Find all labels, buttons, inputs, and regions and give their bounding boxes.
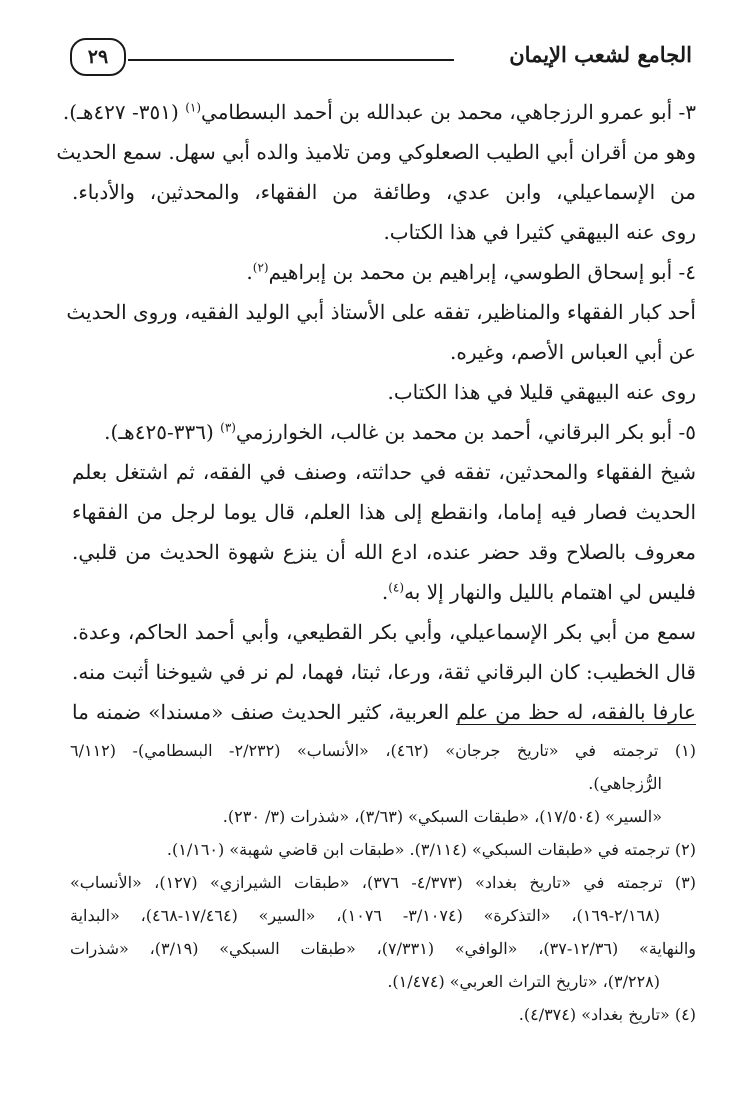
text-line: وهو من أقران أبي الطيب الصعلوكي ومن تلاميذ والده أبي سهل. سمع الحديث (56, 140, 696, 164)
footnote-ref: (٣) (220, 420, 236, 435)
footnote-line: «السير» (١٧/٥٠٤)، «طبقات السبكي» (٣/٦٣)، «شذرات (٣/ ٢٣٠). (222, 807, 662, 826)
footnote-ref: (٢) (252, 260, 269, 275)
text-line: الحديث فصار فيه إماما، وانقطع إلى هذا العلم، قال يوما لرجل من الفقهاء (72, 500, 696, 524)
text-line: قال الخطيب: كان البرقاني ثقة، ورعا، ثبتا، فهما، لم نر في شيوخنا أثبت منه. (72, 660, 696, 684)
text-line: روى عنه البيهقي قليلا في هذا الكتاب. (387, 380, 696, 404)
header-rule (128, 59, 454, 61)
main-text (56, 92, 696, 732)
footnote-line: (٤) «تاريخ بغداد» (٤/٣٧٤). (518, 1005, 696, 1024)
text-line: شيخ الفقهاء والمحدثين، تفقه في حداثته، وصنف في الفقه، ثم اشتغل بعلم (72, 460, 696, 484)
page-header (70, 38, 692, 78)
entry-3-dates: (٣٥١- ٤٢٧هـ). (62, 100, 179, 124)
text-line: أحد كبار الفقهاء والمناظير، تفقه على الأستاذ أبي الوليد الفقيه، وروى الحديث (66, 300, 696, 324)
footnote-line: (١) ترجمته في «تاريخ جرجان» (٤٦٢)، «الأنساب» (٢/٢٣٢- البسطامي)- (٦/١١٢ (70, 741, 697, 760)
footnote-line: (٢) ترجمته في «طبقات السبكي» (٣/١١٤). «طبقات ابن قاضي شهبة» (١/١٦٠). (166, 840, 696, 859)
book-title: الجامع لشعب الإيمان (509, 42, 692, 67)
footnote-line: (٣) ترجمته في «تاريخ بغداد» (٤/٣٧٣- ٣٧٦)، «طبقات الشيرازي» (١٢٧)، «الأنساب» (70, 873, 696, 892)
text-line (72, 252, 696, 292)
text-line: عارفا بالفقه، له حظ من علم العربية، كثير الحديث صنف «مسندا» ضمنه ما (72, 700, 696, 724)
footnote-line: (٣/٢٢٨)، «تاريخ التراث العربي» (١/٤٧٤). (387, 972, 660, 991)
footnote-ref: (٤) (388, 580, 405, 595)
text-line (62, 92, 696, 132)
entry-3-heading: ٣- أبو عمرو الرزجاهي، محمد بن عبدالله بن أحمد البسطامي (201, 100, 696, 124)
footnote-separator (456, 724, 696, 725)
footnote-ref: (١) (185, 100, 202, 115)
footnote-line: الرُّزجاهي). (588, 774, 662, 793)
footnote-line: والنهاية» (١٢/٣٦-٣٧)، «الوافي» (٧/٣٣١)، «طبقات السبكي» (٣/١٩)، «شذرات (70, 939, 697, 958)
period: . (246, 260, 253, 284)
entry-4-heading: ٤- أبو إسحاق الطوسي، إبراهيم بن محمد بن إبراهيم (268, 260, 696, 284)
text-line: معروف بالصلاح وقد حضر عنده، ادع الله أن ينزع شهوة الحديث من قلبي. (72, 540, 696, 564)
footnotes (70, 734, 696, 1031)
page-number: ٢٩ (70, 38, 126, 76)
text-line (72, 412, 696, 452)
quote-end: فليس لي اهتمام بالليل والنهار إلا به (404, 580, 696, 604)
footnote-line: (٢/١٦٨-١٦٩)، «التذكرة» (٣/١٠٧٤- ١٠٧٦)، «السير» (١٧/٤٦٤-٤٦٨)، «البداية (70, 906, 660, 925)
period: . (381, 580, 389, 604)
text-line (72, 572, 696, 612)
text-line: من الإسماعيلي، وابن عدي، وطائفة من الفقهاء، والمحدثين، والأدباء. (72, 180, 696, 204)
entry-5-heading: ٥- أبو بكر البرقاني، أحمد بن محمد بن غالب، الخوارزمي (235, 420, 696, 444)
text-line: روى عنه البيهقي كثيرا في هذا الكتاب. (383, 220, 696, 244)
text-line: سمع من أبي بكر الإسماعيلي، وأبي بكر القطيعي، وأبي أحمد الحاكم، وعدة. (72, 620, 696, 644)
entry-5-dates: (٣٣٦-٤٢٥هـ). (104, 420, 214, 444)
text-line: عن أبي العباس الأصم، وغيره. (450, 340, 696, 364)
